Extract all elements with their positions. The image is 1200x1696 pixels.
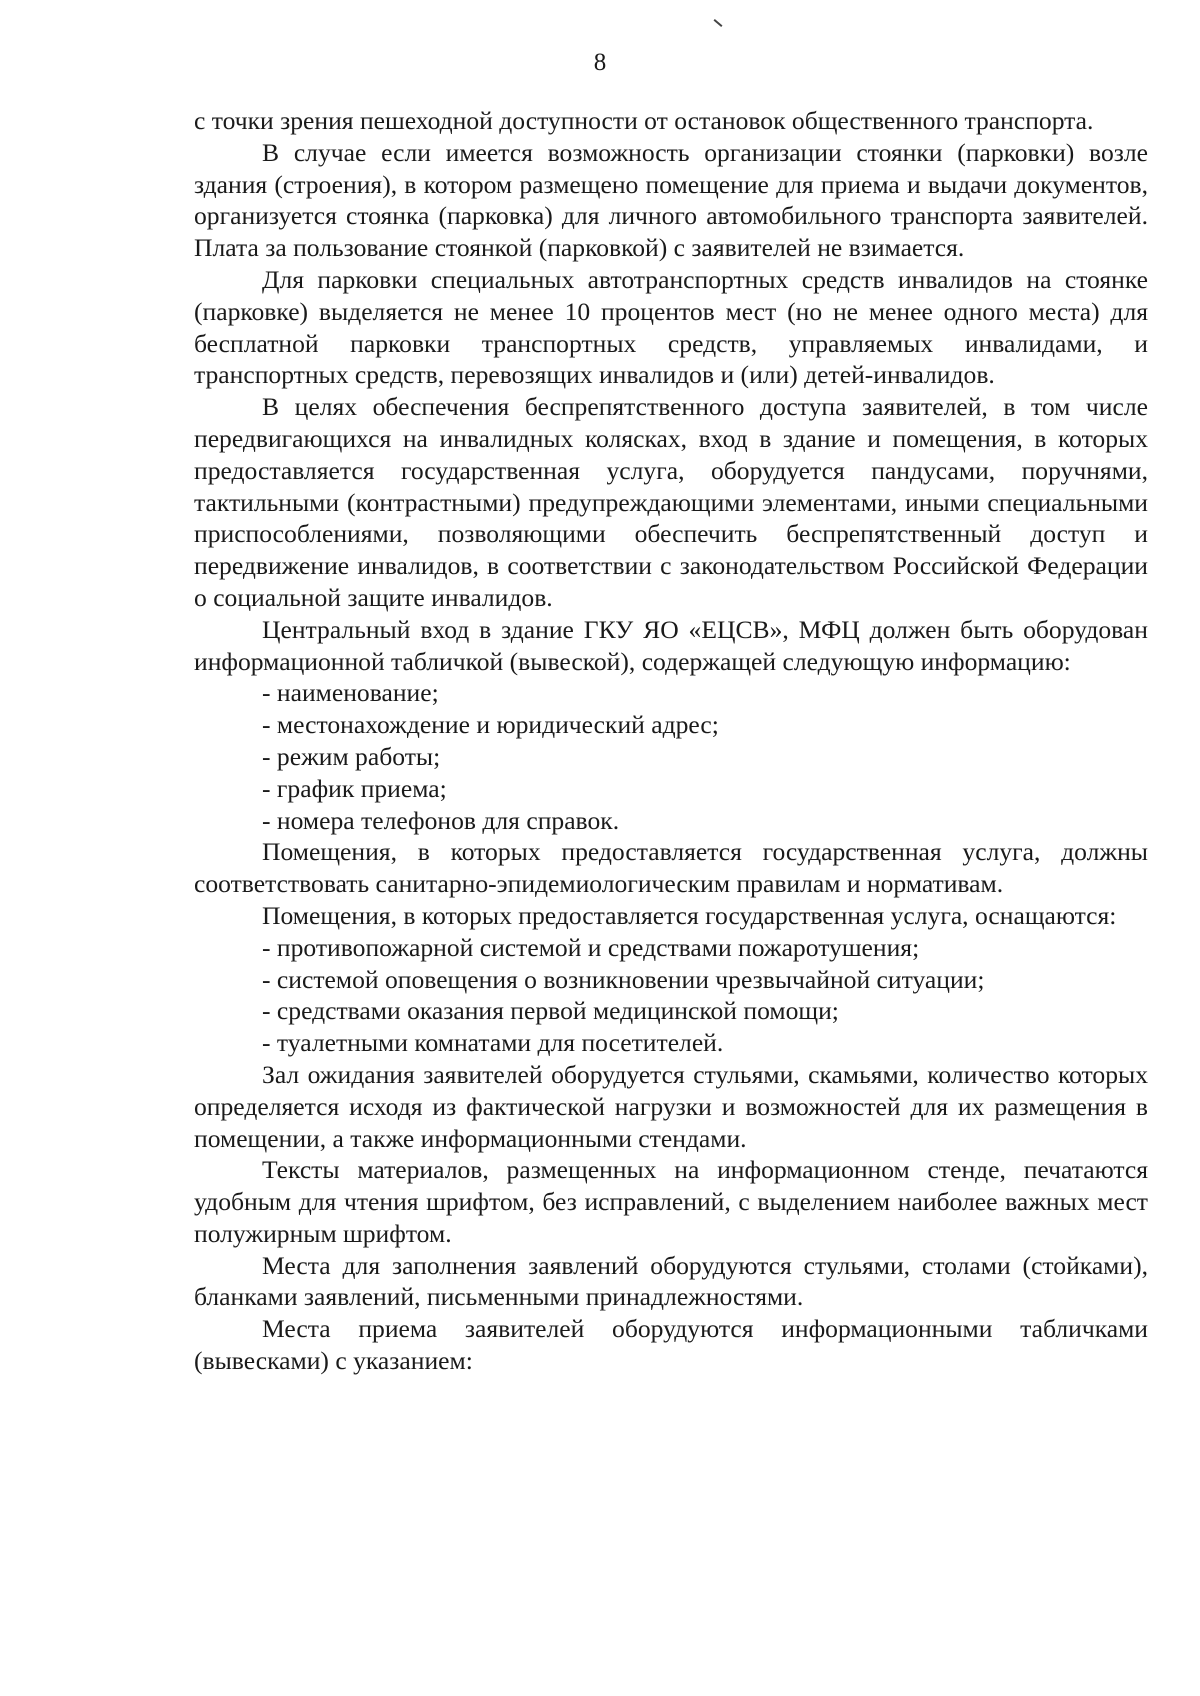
paragraph-stand-texts: Тексты материалов, размещенных на информационном стенде, печатаются удобным для чтения шрифтом, без исправлений, с выделением наиболее важных мест полужирным шрифтом.: [194, 1155, 1148, 1248]
list-item: - режим работы;: [262, 741, 441, 771]
paragraph-sanitary: Помещения, в которых предоставляется государственная услуга, должны соответствовать санитарно-эпидемиологическим правилам и нормативам.: [194, 837, 1148, 899]
paragraph-reception-places: Места приема заявителей оборудуются информационными табличками (вывесками) с указанием:: [194, 1314, 1148, 1376]
page-number: 8: [593, 49, 607, 76]
paragraph-disabled-parking: Для парковки специальных автотранспортных средств инвалидов на стоянке (парковке) выделяется не менее 10 процентов мест (но не менее одного места) для бесплатной парковки транспортных средств, управляемых инвалидами, и транспортных средств, перевозящих инвалидов и (или) детей-инвалидов.: [194, 264, 1148, 390]
list-item: - местонахождение и юридический адрес;: [262, 710, 719, 740]
scan-speck: [714, 19, 723, 27]
entrance-sign-list: [194, 677, 1148, 836]
list-item: - наименование;: [262, 678, 439, 708]
list-item: - номера телефонов для справок.: [262, 805, 620, 835]
paragraph-equipment: Помещения, в которых предоставляется государственная услуга, оснащаются:: [262, 900, 1117, 930]
list-item: - туалетными комнатами для посетителей.: [262, 1028, 724, 1058]
paragraph-pedestrian-access: с точки зрения пешеходной доступности от остановок общественного транспорта.: [194, 106, 1094, 135]
paragraph-parking: В случае если имеется возможность организации стоянки (парковки) возле здания (строения), в котором размещено помещение для приема и выдачи документов, организуется стоянка (парковка) для личного автомобильного транспорта заявителей. Плата за пользование стоянкой (парковкой) с заявителей не взимается.: [194, 137, 1148, 263]
equipment-list: [194, 932, 1148, 1059]
paragraph-entrance-sign: Центральный вход в здание ГКУ ЯО «ЕЦСВ», МФЦ должен быть оборудован информационной табличкой (вывеской), содержащей следующую информацию:: [194, 614, 1148, 676]
paragraph-application-places: Места для заполнения заявлений оборудуются стульями, столами (стойками), бланками заявлений, письменными принадлежностями.: [194, 1250, 1148, 1312]
paragraph-waiting-hall: Зал ожидания заявителей оборудуется стульями, скамьями, количество которых определяется исходя из фактической нагрузки и возможностей для их размещения в помещении, а также информационными стендами.: [194, 1059, 1148, 1153]
list-item: - противопожарной системой и средствами пожаротушения;: [262, 932, 920, 962]
list-item: - график приема;: [262, 773, 447, 803]
list-item: - средствами оказания первой медицинской помощи;: [262, 996, 839, 1026]
paragraph-barrier-free-access: В целях обеспечения беспрепятственного доступа заявителей, в том числе передвигающихся на инвалидных колясках, вход в здание и помещения, в которых предоставляется государственная услуга, оборудуется пандусами, поручнями, тактильными (контрастными) предупреждающими элементами, иными специальными приспособлениями, позволяющими обеспечить беспрепятственный доступ и передвижение инвалидов, в соответствии с законодательством Российской Федерации о социальной защите инвалидов.: [194, 392, 1148, 612]
list-item: - системой оповещения о возникновении чрезвычайной ситуации;: [262, 964, 985, 994]
document-body: [194, 105, 1148, 1377]
